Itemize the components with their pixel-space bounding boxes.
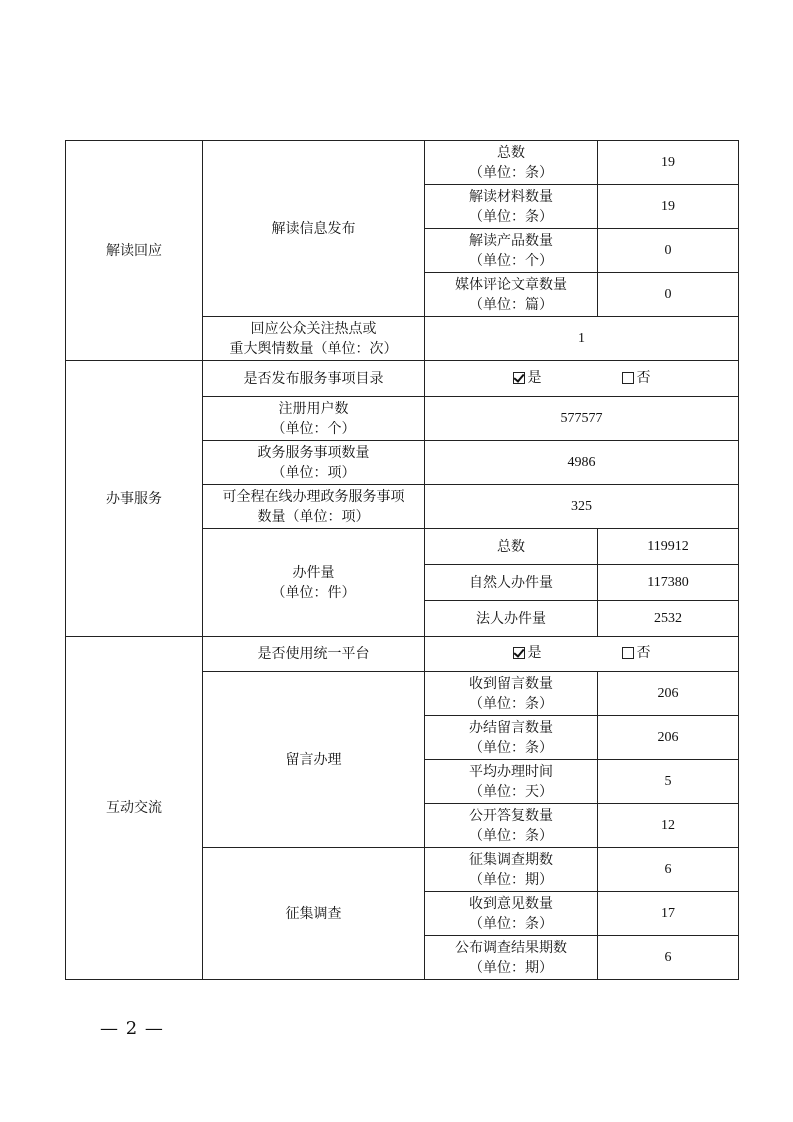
users-label: 注册用户数 （单位：个）	[203, 397, 425, 441]
platform-label: 是否使用统一平台	[203, 637, 425, 672]
category-banshi: 办事服务	[66, 361, 203, 637]
survey-label: 征集调查	[203, 848, 425, 980]
catalog-label: 是否发布服务事项目录	[203, 361, 425, 397]
items-value: 4986	[425, 441, 739, 485]
row-label: 征集调查期数 （单位：期）	[425, 848, 598, 892]
catalog-no-label: 否	[636, 369, 651, 386]
catalog-checkbox-group	[425, 361, 739, 397]
row-value: 5	[598, 760, 739, 804]
row-value: 19	[598, 141, 739, 185]
row-value: 17	[598, 892, 739, 936]
row-label: 解读产品数量 （单位：个）	[425, 229, 598, 273]
row-value: 206	[598, 672, 739, 716]
row-label: 媒体评论文章数量 （单位：篇）	[425, 273, 598, 317]
catalog-no-checkbox[interactable]	[622, 372, 634, 384]
row-value: 2532	[598, 601, 739, 637]
category-hudong: 互动交流	[66, 637, 203, 980]
online-value: 325	[425, 485, 739, 529]
cases-label: 办件量 （单位：件）	[203, 529, 425, 637]
catalog-yes-checkbox[interactable]	[513, 372, 525, 384]
row-label: 总数 （单位：条）	[425, 141, 598, 185]
platform-checkbox-group	[425, 637, 739, 672]
row-value: 0	[598, 229, 739, 273]
users-value: 577577	[425, 397, 739, 441]
row-label: 平均办理时间 （单位：天）	[425, 760, 598, 804]
row-value: 0	[598, 273, 739, 317]
platform-yes-label: 是	[527, 645, 542, 661]
row-label: 法人办件量	[425, 601, 598, 637]
row-value: 6	[598, 936, 739, 980]
report-table	[65, 140, 739, 980]
platform-no-label: 否	[636, 645, 651, 661]
items-label: 政务服务事项数量 （单位：项）	[203, 441, 425, 485]
page-number: — 2 —	[100, 1018, 164, 1039]
platform-no-checkbox[interactable]	[622, 647, 634, 659]
row-label: 总数	[425, 529, 598, 565]
row-label: 自然人办件量	[425, 565, 598, 601]
row-value: 206	[598, 716, 739, 760]
row-value: 6	[598, 848, 739, 892]
catalog-yes-label: 是	[527, 369, 542, 386]
row-label: 收到意见数量 （单位：条）	[425, 892, 598, 936]
row-value: 119912	[598, 529, 739, 565]
row-label: 收到留言数量 （单位：条）	[425, 672, 598, 716]
response-value: 1	[425, 317, 739, 361]
response-label: 回应公众关注热点或 重大舆情数量（单位：次）	[203, 317, 425, 361]
row-value: 117380	[598, 565, 739, 601]
row-value: 19	[598, 185, 739, 229]
online-label: 可全程在线办理政务服务事项 数量（单位：项）	[203, 485, 425, 529]
row-value: 12	[598, 804, 739, 848]
platform-yes-checkbox[interactable]	[513, 647, 525, 659]
publish-label: 解读信息发布	[203, 141, 425, 317]
messages-label: 留言办理	[203, 672, 425, 848]
category-jiedu: 解读回应	[66, 141, 203, 361]
row-label: 公布调查结果期数 （单位：期）	[425, 936, 598, 980]
row-label: 办结留言数量 （单位：条）	[425, 716, 598, 760]
row-label: 公开答复数量 （单位：条）	[425, 804, 598, 848]
row-label: 解读材料数量 （单位：条）	[425, 185, 598, 229]
